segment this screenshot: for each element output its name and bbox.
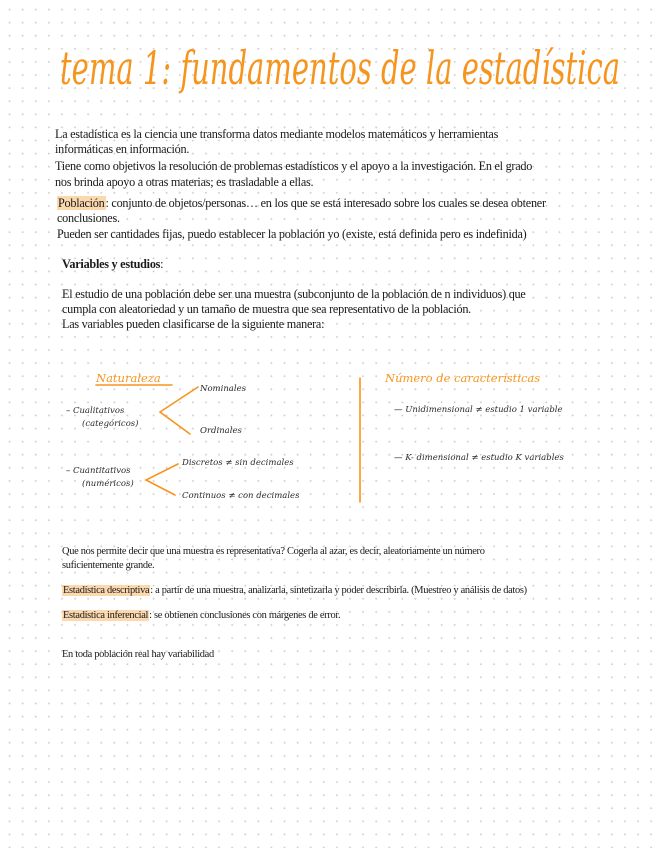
poblacion-def-line-2: conclusiones. [57, 211, 120, 225]
numero-heading: Número de características [385, 371, 541, 385]
variables-line-2: cumpla con aleatoriedad y un tamaño de muestra que sea representativo de la población. [62, 302, 471, 316]
variables-heading-text: Variables y estudios [62, 257, 161, 271]
intro-line-4: nos brinda apoyo a otras materias; es trasladable a ellas. [55, 175, 314, 189]
cualitativos-sub: (categóricos) [82, 419, 139, 429]
note-question-2: suficientemente grande. [62, 560, 155, 571]
variables-heading-colon: : [160, 257, 164, 271]
intro-line-1: La estadística es la ciencia une transforma datos mediante modelos matemáticos y herramientas [55, 127, 499, 141]
continuos-label: Continuos ≠ con decimales [182, 491, 300, 501]
cuantitativos-brace [146, 464, 178, 495]
inferencial-definition [62, 609, 340, 623]
intro-line-2: informáticas en información. [55, 142, 190, 156]
ordinales-label: Ordinales [200, 426, 242, 436]
variables-line-1: El estudio de una población debe ser una muestra (subconjunto de la población de n individuos) que [62, 287, 526, 301]
unidimensional-label: — Unidimensional ≠ estudio 1 variable [394, 405, 563, 415]
cuantitativos-sub: (numéricos) [82, 479, 134, 489]
naturaleza-heading: Naturaleza [96, 371, 161, 385]
kdimensional-label: — K- dimensional ≠ estudio K variables [394, 453, 564, 463]
nominales-label: Nominales [200, 384, 246, 394]
poblacion-definition [57, 196, 546, 211]
variables-line-3: Las variables pueden clasificarse de la siguiente manera: [62, 317, 325, 331]
descriptiva-definition [62, 584, 527, 598]
note-question-1: Que nos permite decir que una muestra es representativa? Cogerla al azar, es decir, aleatoriamente un número [62, 546, 485, 557]
cualitativos-brace [160, 387, 198, 434]
variables-diagram [60, 360, 620, 510]
descriptiva-term: Estadística descriptiva [63, 585, 150, 596]
poblacion-def-text: : conjunto de objetos/personas… en los que se está interesado sobre los cuales se desea obtener [105, 196, 546, 210]
inferencial-term: Estadística inferencial [63, 610, 149, 621]
page-title [60, 22, 640, 102]
final-note: En toda población real hay variabilidad [62, 649, 214, 660]
inferencial-def-text: : se obtienen conclusiones con márgenes de error. [149, 610, 341, 621]
cualitativos-label: – Cualitativos [66, 406, 125, 416]
discretos-label: Discretos ≠ sin decimales [182, 458, 294, 468]
poblacion-line-3: Pueden ser cantidades fijas, puedo establecer la población yo (existe, está definida pero es indefinida) [57, 227, 527, 241]
poblacion-term: Población [58, 196, 105, 210]
variables-heading [62, 257, 163, 272]
intro-line-3: Tiene como objetivos la resolución de problemas estadísticos y el apoyo a la investigación. En el grado [55, 159, 533, 173]
title-text: tema 1: fundamentos de la estadística [60, 41, 620, 95]
cuantitativos-label: – Cuantitativos [66, 466, 131, 476]
descriptiva-def-text: : a partir de una muestra, analizarla, sintetizarla y poder describirla. (Muestreo y análisis de datos) [150, 585, 527, 596]
